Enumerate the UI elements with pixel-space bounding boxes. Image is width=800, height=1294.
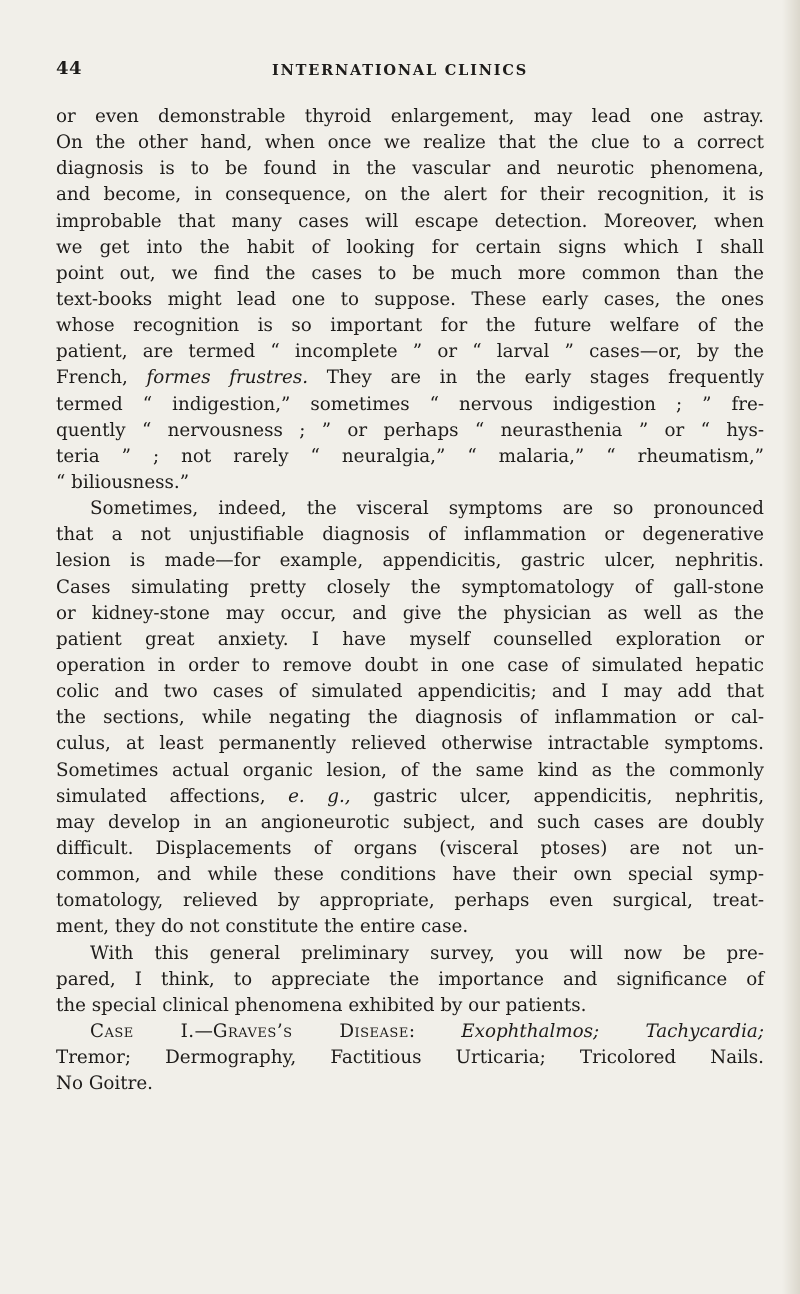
text-line: diagnosis is to be found in the vascular and neurotic phenomena, [56, 158, 764, 180]
text-line: With this general preliminary survey, you will now be pre- [90, 942, 764, 964]
text-line: may develop in an angioneurotic subject, and such cases are doubly [56, 811, 764, 833]
text-line: “ biliousness.” [56, 471, 190, 493]
text-line: termed “ indigestion,” sometimes “ nervous indigestion ; ” fre- [56, 393, 764, 415]
case-disease-name: Graves’s Disease [212, 1020, 409, 1042]
text-line: we get into the habit of looking for certain signs which I shall [56, 236, 764, 258]
body-text [56, 104, 764, 1097]
case-label: Case I. [90, 1020, 195, 1042]
text-line: point out, we find the cases to be much more common than the [56, 262, 764, 284]
text-line: teria ” ; not rarely “ neuralgia,” “ malaria,” “ rheumatism,” [56, 445, 764, 467]
text-line: the sections, while negating the diagnosis of inflammation or cal- [56, 707, 764, 729]
italic-run: e. g., [288, 785, 351, 807]
text-line: colic and two cases of simulated appendicitis; and I may add that [56, 681, 764, 703]
text-line: operation in order to remove doubt in one case of simulated hepatic [56, 654, 764, 676]
text-line-mixed [56, 365, 764, 391]
text-line: difficult. Displacements of organs (visceral ptoses) are not un- [56, 837, 764, 859]
case-heading-line [56, 1019, 764, 1045]
text-run: French, [56, 367, 147, 389]
text-line: tomatology, relieved by appropriate, perhaps even surgical, treat- [56, 890, 764, 912]
text-line: whose recognition is so important for the future welfare of the [56, 315, 764, 337]
italic-run: formes frustres. [146, 367, 309, 389]
running-head: INTERNATIONAL CLINICS [272, 62, 528, 79]
text-run: They are in the early stages frequently [308, 367, 765, 389]
text-line: culus, at least permanently relieved otherwise intractable symptoms. [56, 733, 764, 755]
text-line: common, and while these conditions have their own special symp- [56, 864, 764, 886]
text-line-mixed [56, 784, 764, 810]
text-line: pared, I think, to appreciate the importance and significance of [56, 968, 764, 990]
case-title-part: Exophthalmos; Tachycardia; [461, 1020, 764, 1042]
text-line: Sometimes actual organic lesion, of the same kind as the commonly [56, 759, 764, 781]
case-dash: — [194, 1020, 213, 1042]
text-line: ment, they do not constitute the entire case. [56, 916, 469, 938]
text-line: that a not unjustifiable diagnosis of inflammation or degenerative [56, 524, 764, 546]
text-line: patient great anxiety. I have myself counselled exploration or [56, 628, 764, 650]
text-line: Sometimes, indeed, the visceral symptoms are so pronounced [90, 498, 764, 520]
text-line: the special clinical phenomena exhibited by our patients. [56, 994, 587, 1016]
text-line: Cases simulating pretty closely the symptomatology of gall-stone [56, 576, 764, 598]
page-number: 44 [56, 58, 83, 79]
case-title-line: No Goitre. [56, 1073, 153, 1095]
text-line: and become, in consequence, on the alert for their recognition, it is [56, 184, 764, 206]
text-line: On the other hand, when once we realize that the clue to a correct [56, 132, 764, 154]
text-run: gastric ulcer, appendicitis, nephritis, [350, 785, 765, 807]
case-title-line: Tremor; Dermography, Factitious Urticaria; Tricolored Nails. [56, 1047, 764, 1069]
text-line: quently “ nervousness ; ” or perhaps “ neurasthenia ” or “ hys- [56, 419, 764, 441]
text-line: or kidney-stone may occur, and give the physician as well as the [56, 602, 764, 624]
text-line: text-books might lead one to suppose. These early cases, the ones [56, 288, 764, 310]
text-line: or even demonstrable thyroid enlargement, may lead one astray. [56, 106, 764, 127]
text-line: lesion is made—for example, appendicitis, gastric ulcer, nephritis. [56, 550, 764, 572]
case-colon: : [408, 1020, 462, 1042]
text-line: patient, are termed “ incomplete ” or “ larval ” cases—or, by the [56, 341, 764, 363]
page-edge-shadow [782, 0, 800, 1294]
text-line: improbable that many cases will escape detection. Moreover, when [56, 210, 764, 232]
text-run: simulated affections, [56, 785, 289, 807]
